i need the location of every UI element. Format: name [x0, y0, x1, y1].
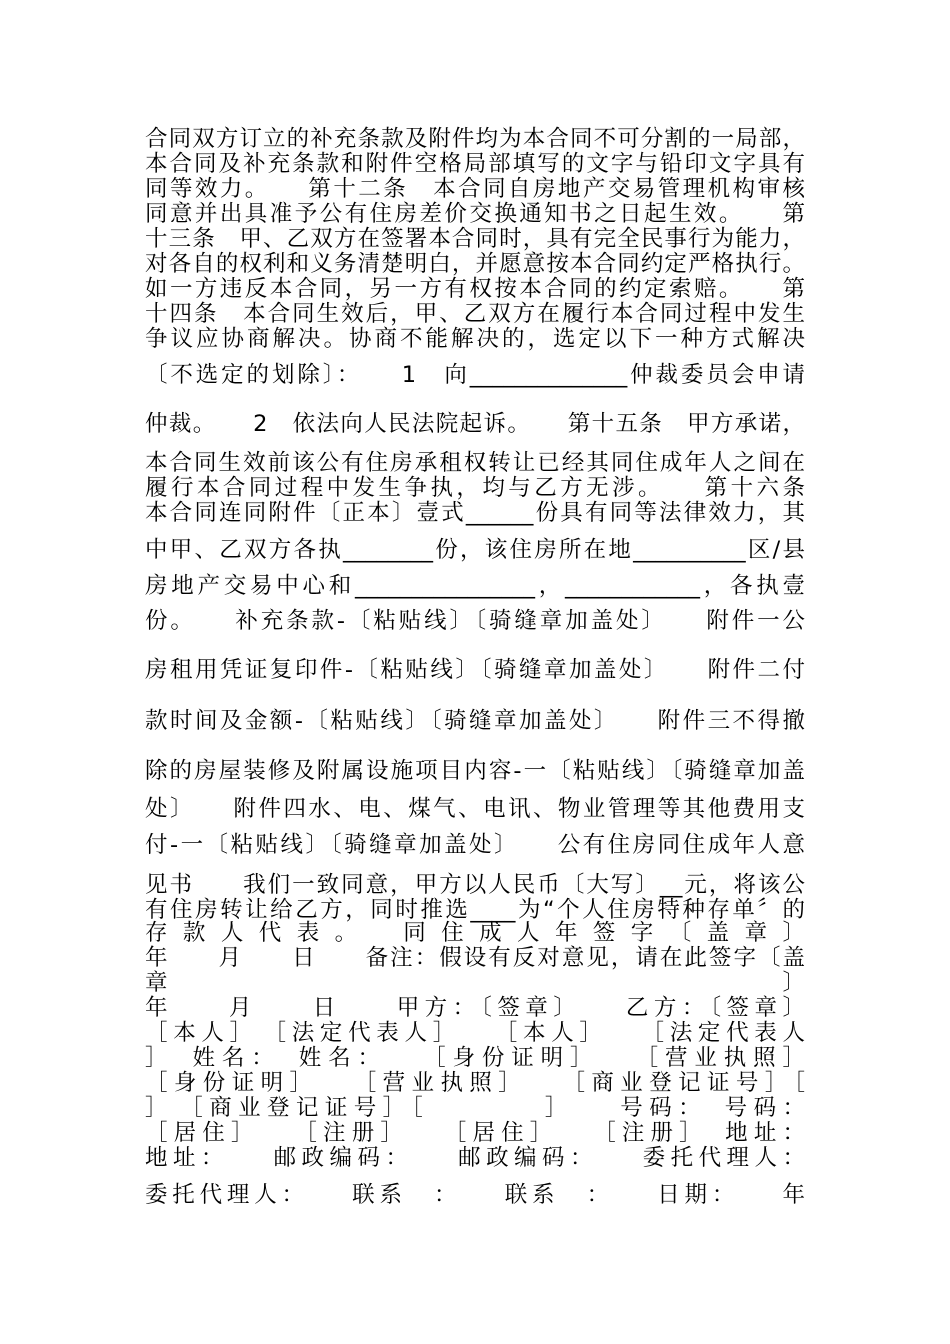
text-line: 房地产交易中心和________________，____________，各执壹 — [145, 573, 805, 599]
text-line: 如一方违反本合同，另一方有权按本合同的约定索赔。 第 — [145, 276, 805, 302]
text-line: 本合同及补充条款和附件空格局部填写的文字与铅印文字具有 — [145, 151, 805, 177]
text-line: 除的房屋装修及附属设施项目内容-一〔粘贴线〕〔骑缝章加盖 — [145, 758, 805, 784]
text-line: 地址： 邮政编码： 邮政编码： 委托代理人： — [145, 1145, 805, 1171]
text-line: 见书 我们一致同意，甲方以人民币〔大写〕__元，将该公 — [145, 872, 805, 898]
text-line: 同等效力。 第十二条 本合同自房地产交易管理机构审核 — [145, 176, 805, 202]
text-line: 合同双方订立的补充条款及附件均为本合同不可分割的一局部， — [145, 126, 805, 152]
text-line: 存 款 人 代 表 。 同 住 成 人 年 签 字 〔 盖 章 〕 — [145, 920, 805, 946]
text-line: ［居住］ ［注册］ ［居住］ ［注册］ 地址： — [145, 1120, 805, 1146]
text-line: 中甲、乙双方各执________份，该住房所在地__________区/县 — [145, 537, 805, 563]
text-line: 有住房转让给乙方，同时推选____为“个人住房特种存单〞的 — [145, 897, 805, 923]
text-line: ］ 姓名： 姓名： ［身份证明］ ［营业执照］ — [145, 1045, 805, 1071]
text-line: 年 月 日 甲方：〔签章〕 乙方：〔签章〕 — [145, 995, 805, 1021]
text-line: 十三条 甲、乙双方在签署本合同时，具有完全民事行为能力， — [145, 226, 805, 252]
text-line: 委托代理人： 联系 ： 联系 ： 日期： 年 — [145, 1182, 805, 1208]
text-line: 款时间及金额-〔粘贴线〕〔骑缝章加盖处〕 附件三不得撤 — [145, 708, 805, 734]
text-line: 对各自的权利和义务清楚明白，并愿意按本合同约定严格执行。 — [145, 251, 805, 277]
text-line: 年 月 日 备注：假设有反对意见，请在此签字〔盖 — [145, 945, 805, 971]
text-line: ［本人］ ［法定代表人］ ［本人］ ［法定代表人 — [145, 1020, 805, 1046]
text-line: 本合同生效前该公有住房承租权转让已经其同住成年人之间在 — [145, 450, 805, 476]
text-line: 同意并出具准予公有住房差价交换通知书之日起生效。 第 — [145, 201, 805, 227]
text-line: 争议应协商解决。协商不能解决的，选定以下一种方式解决 — [145, 326, 805, 352]
text-line: 份。 补充条款-〔粘贴线〕〔骑缝章加盖处〕 附件一公 — [145, 608, 805, 634]
text-line: 履行本合同过程中发生争执，均与乙方无涉。 第十六条 — [145, 475, 805, 501]
text-line: 章 〕 — [145, 970, 805, 996]
text-line: 处〕 附件四水、电、煤气、电讯、物业管理等其他费用支 — [145, 796, 805, 822]
text-line: 本合同连同附件〔正本〕壹式______份具有同等法律效力，其 — [145, 500, 805, 526]
text-line: 房租用凭证复印件-〔粘贴线〕〔骑缝章加盖处〕 附件二付 — [145, 657, 805, 683]
text-line: ］ ［商业登记证号］［ ］ 号码： 号码： — [145, 1095, 805, 1121]
text-line: 〔不选定的划除〕： 1 向______________仲裁委员会申请 — [145, 362, 805, 388]
text-line: 十四条 本合同生效后，甲、乙双方在履行本合同过程中发生 — [145, 301, 805, 327]
text-line: 付-一〔粘贴线〕〔骑缝章加盖处〕 公有住房同住成年人意 — [145, 832, 805, 858]
text-line: 仲裁。 2 依法向人民法院起诉。 第十五条 甲方承诺， — [145, 411, 805, 437]
text-line: ［身份证明］ ［营业执照］ ［商业登记证号］［ — [145, 1070, 805, 1096]
